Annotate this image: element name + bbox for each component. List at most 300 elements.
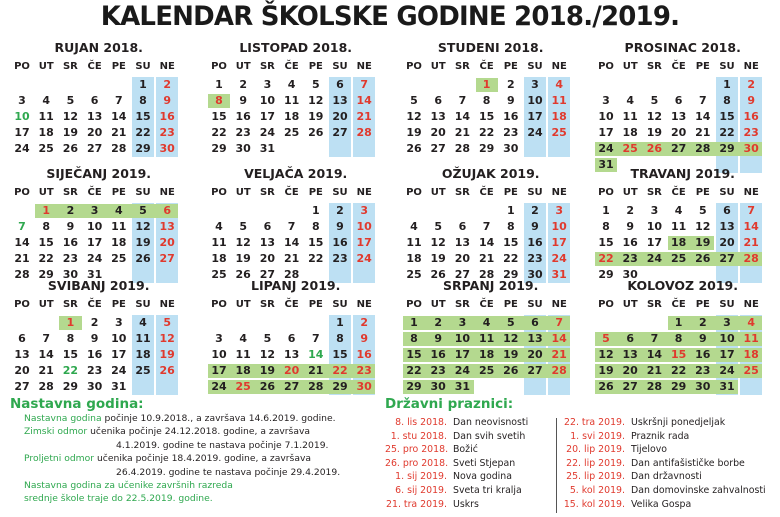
day-cell: 2 <box>434 316 443 329</box>
day-cell: 26 <box>430 268 446 281</box>
day-cell: 11 <box>478 332 495 345</box>
day-cell: 1 <box>410 316 418 329</box>
holiday-date: 1. stu 2018. <box>390 430 447 442</box>
day-cell: 26 <box>235 268 251 281</box>
day-cell: 23 <box>430 364 446 377</box>
month-name: SRPANJ 2019. <box>443 278 539 293</box>
weekday-header: PE <box>695 187 710 198</box>
day-cell: 3 <box>90 204 99 217</box>
day-cell: 10 <box>598 110 614 123</box>
day-cell: 30 <box>235 142 251 155</box>
holiday-name: Sveta tri kralja <box>453 484 522 496</box>
day-cell: 23 <box>332 252 348 265</box>
holiday-name: Dan domovinske zahvalnosti <box>631 484 766 496</box>
day-cell: 5 <box>410 94 418 107</box>
weekday-header: UT <box>622 187 638 198</box>
day-cell: 15 <box>332 348 348 361</box>
holiday-name: Uskrs <box>453 498 479 510</box>
day-cell: 30 <box>695 380 711 393</box>
day-cell: 15 <box>503 236 519 249</box>
day-cell: 1 <box>139 78 147 91</box>
weekday-header: ČE <box>671 61 686 72</box>
day-cell: 12 <box>646 110 663 123</box>
day-cell: 9 <box>698 332 707 345</box>
day-cell: 15 <box>670 348 687 361</box>
day-cell: 5 <box>139 204 147 217</box>
day-cell: 26 <box>695 252 711 265</box>
day-cell: 12 <box>308 94 324 107</box>
day-cell: 28 <box>478 268 495 281</box>
weekday-header: PE <box>503 187 518 198</box>
day-cell: 10 <box>356 220 372 233</box>
legend-text: počinje 10.9.2018., a završava 14.6.2019. godine. <box>101 413 336 424</box>
holiday-row <box>385 416 528 430</box>
holiday-name: Velika Gospa <box>631 498 692 510</box>
day-cell: 29 <box>38 268 54 281</box>
day-cell: 5 <box>602 332 610 345</box>
weekday-header: ČE <box>479 299 494 310</box>
day-cell: 9 <box>434 332 443 345</box>
legend-highlight: Zimski odmor <box>24 426 88 438</box>
day-cell: 25 <box>283 126 300 139</box>
day-cell: 12 <box>503 332 519 345</box>
day-cell: 2 <box>239 78 248 91</box>
day-cell: 5 <box>434 220 443 233</box>
day-cell: 28 <box>14 268 30 281</box>
day-cell: 20 <box>283 364 300 377</box>
holiday-date: 20. lip 2019. <box>566 444 625 456</box>
day-cell: 16 <box>695 348 711 361</box>
day-cell: 9 <box>360 332 369 345</box>
day-cell: 31 <box>719 380 735 393</box>
weekday-header: PO <box>598 187 614 198</box>
day-cell: 18 <box>478 348 495 361</box>
day-cell: 3 <box>723 316 731 329</box>
day-cell: 27 <box>14 380 30 393</box>
day-cell: 7 <box>360 78 369 91</box>
day-cell: 13 <box>14 348 30 361</box>
month-name: KOLOVOZ 2019. <box>627 278 738 293</box>
day-cell: 13 <box>719 220 735 233</box>
day-cell: 7 <box>287 220 296 233</box>
day-cell: 2 <box>698 316 707 329</box>
day-cell: 19 <box>159 348 175 361</box>
day-cell: 13 <box>430 110 446 123</box>
day-cell: 12 <box>235 236 251 249</box>
day-cell: 20 <box>622 364 638 377</box>
day-cell: 2 <box>747 78 756 91</box>
holiday-row <box>563 484 766 498</box>
day-cell: 11 <box>283 94 300 107</box>
holiday-date: 21. tra 2019. <box>386 498 447 510</box>
day-cell: 31 <box>454 380 471 393</box>
day-cell: 13 <box>283 348 300 361</box>
weekday-header: SU <box>135 187 151 198</box>
day-cell: 19 <box>259 364 276 377</box>
legend-line <box>24 479 360 492</box>
day-cell: 20 <box>430 126 446 139</box>
holidays-divider <box>556 418 557 513</box>
holiday-date: 25. lip 2019. <box>566 471 625 483</box>
day-cell: 1 <box>674 316 683 329</box>
day-cell: 11 <box>743 332 759 345</box>
weekday-header: SR <box>62 61 78 72</box>
day-cell: 7 <box>747 204 756 217</box>
day-cell: 20 <box>86 126 103 139</box>
holiday-name: Nova godina <box>453 471 512 483</box>
day-cell: 2 <box>90 316 99 329</box>
day-cell: 25 <box>38 142 54 155</box>
day-cell: 27 <box>622 380 638 393</box>
day-cell: 12 <box>598 348 614 361</box>
day-cell: 2 <box>626 204 635 217</box>
holiday-name: Dan antifašističke borbe <box>631 457 745 469</box>
day-cell: 19 <box>62 126 79 139</box>
day-cell: 1 <box>42 204 51 217</box>
day-cell: 30 <box>622 268 638 281</box>
day-cell: 25 <box>551 126 567 139</box>
day-cell: 14 <box>695 110 711 123</box>
day-cell: 11 <box>406 236 422 249</box>
day-cell: 14 <box>283 236 300 249</box>
day-cell: 26 <box>135 252 151 265</box>
day-cell: 27 <box>670 142 687 155</box>
day-cell: 30 <box>356 380 372 393</box>
day-cell: 8 <box>215 94 223 107</box>
holiday-date: 22. lip 2019. <box>566 457 625 469</box>
page-title: KALENDAR ŠKOLSKE GODINE 2018./2019. <box>100 1 680 33</box>
day-cell: 16 <box>527 236 543 249</box>
holidays-legend <box>385 396 780 510</box>
holiday-row <box>563 498 766 512</box>
day-cell: 15 <box>38 236 54 249</box>
weekday-header: NE <box>743 299 759 310</box>
weekday-header: ČE <box>87 61 102 72</box>
day-cell: 17 <box>111 348 127 361</box>
weekday-header: SU <box>527 299 543 310</box>
day-cell: 9 <box>336 220 344 233</box>
weekday-header: SU <box>527 187 543 198</box>
day-cell: 11 <box>235 348 251 361</box>
day-cell: 17 <box>14 126 30 139</box>
day-cell: 16 <box>159 110 175 123</box>
weekday-header: UT <box>235 61 251 72</box>
day-cell: 18 <box>111 236 127 249</box>
day-cell: 25 <box>478 364 495 377</box>
weekday-header: UT <box>430 61 446 72</box>
day-cell: 11 <box>111 220 127 233</box>
day-cell: 24 <box>259 126 276 139</box>
holiday-date: 1. sij 2019. <box>395 471 447 483</box>
day-cell: 14 <box>551 332 567 345</box>
day-cell: 24 <box>551 252 567 265</box>
day-cell: 14 <box>38 348 54 361</box>
school-year-legend <box>10 396 360 506</box>
day-cell: 19 <box>135 236 151 249</box>
holiday-row <box>385 470 528 484</box>
day-cell: 21 <box>478 252 495 265</box>
day-cell: 24 <box>646 252 663 265</box>
day-cell: 2 <box>66 204 75 217</box>
holiday-date: 8. lis 2018. <box>395 417 447 428</box>
day-cell: 4 <box>482 316 491 329</box>
day-cell: 9 <box>239 94 248 107</box>
day-cell: 10 <box>14 110 30 123</box>
day-cell: 29 <box>478 142 495 155</box>
holiday-row <box>563 470 766 484</box>
day-cell: 16 <box>356 348 372 361</box>
day-cell: 2 <box>336 204 344 217</box>
day-cell: 13 <box>259 236 276 249</box>
weekday-header: ČE <box>87 187 102 198</box>
day-cell: 20 <box>670 126 687 139</box>
weekday-header: PE <box>503 61 518 72</box>
day-cell: 19 <box>503 348 519 361</box>
day-cell: 15 <box>135 110 151 123</box>
day-cell: 14 <box>14 236 30 249</box>
day-cell: 30 <box>527 268 543 281</box>
weekday-header: UT <box>622 61 638 72</box>
day-cell: 21 <box>454 126 471 139</box>
day-cell: 29 <box>503 268 519 281</box>
weekday-header: PE <box>503 299 518 310</box>
day-cell: 23 <box>503 126 519 139</box>
day-cell: 16 <box>622 236 638 249</box>
weekday-header: ČE <box>284 61 299 72</box>
day-cell: 3 <box>360 204 369 217</box>
day-cell: 28 <box>551 364 567 377</box>
day-cell: 28 <box>646 380 663 393</box>
day-cell: 11 <box>670 220 687 233</box>
weekday-header: PO <box>598 299 614 310</box>
day-cell: 1 <box>723 78 731 91</box>
day-cell: 17 <box>551 236 567 249</box>
legend-text: 26.4.2019. godine te nastava počinje 29.4.2019. <box>116 466 341 478</box>
day-cell: 31 <box>598 158 614 171</box>
weekday-header: UT <box>235 299 251 310</box>
weekday-header: UT <box>430 187 446 198</box>
weekday-header: SU <box>719 61 735 72</box>
weekday-header: PE <box>111 299 126 310</box>
day-cell: 23 <box>235 126 251 139</box>
weekday-header: PE <box>695 61 710 72</box>
day-cell: 20 <box>454 252 471 265</box>
day-cell: 27 <box>454 268 471 281</box>
day-cell: 21 <box>695 126 711 139</box>
day-cell: 12 <box>135 220 151 233</box>
legend-line <box>24 425 360 438</box>
day-cell: 22 <box>62 364 79 377</box>
weekday-header: SR <box>454 61 470 72</box>
day-cell: 5 <box>506 316 515 329</box>
day-cell: 3 <box>215 332 223 345</box>
day-cell: 5 <box>650 94 659 107</box>
day-cell: 30 <box>86 380 103 393</box>
legend-text: 4.1.2019. godine te nastava počinje 7.1.2019. <box>116 439 329 451</box>
weekday-header: UT <box>38 61 54 72</box>
day-cell: 13 <box>86 110 103 123</box>
weekday-header: SU <box>332 299 348 310</box>
day-cell: 1 <box>602 204 610 217</box>
weekday-header: NE <box>159 299 175 310</box>
day-cell: 1 <box>482 78 491 91</box>
day-cell: 20 <box>159 236 175 249</box>
day-cell: 20 <box>259 252 276 265</box>
day-cell: 25 <box>111 252 127 265</box>
day-cell: 24 <box>211 380 227 393</box>
day-cell: 20 <box>332 110 348 123</box>
month-name: LISTOPAD 2018. <box>239 40 353 55</box>
holiday-date: 5. kol 2019. <box>569 484 625 496</box>
day-cell: 9 <box>66 220 75 233</box>
day-cell: 1 <box>336 316 344 329</box>
day-cell: 15 <box>598 236 614 249</box>
day-cell: 9 <box>747 94 756 107</box>
day-cell: 19 <box>308 110 324 123</box>
day-cell: 11 <box>38 110 54 123</box>
day-cell: 17 <box>86 236 103 249</box>
day-cell: 4 <box>239 332 248 345</box>
day-cell: 22 <box>503 252 519 265</box>
day-cell: 10 <box>646 220 663 233</box>
weekday-header: ČE <box>479 187 494 198</box>
day-cell: 13 <box>527 332 543 345</box>
day-cell: 8 <box>336 332 344 345</box>
day-cell: 14 <box>646 348 663 361</box>
day-cell: 21 <box>551 348 567 361</box>
day-cell: 16 <box>503 110 519 123</box>
day-cell: 21 <box>283 252 300 265</box>
weekday-header: SU <box>527 61 543 72</box>
day-cell: 13 <box>622 348 638 361</box>
day-cell: 29 <box>211 142 227 155</box>
day-cell: 8 <box>311 220 320 233</box>
day-cell: 18 <box>551 110 567 123</box>
day-cell: 19 <box>430 252 446 265</box>
holidays-title: Državni praznici: <box>385 396 514 412</box>
day-cell: 31 <box>551 268 567 281</box>
day-cell: 4 <box>410 220 418 233</box>
day-cell: 23 <box>743 126 759 139</box>
day-cell: 14 <box>478 236 495 249</box>
legend-highlight: Proljetni odmor <box>24 453 95 465</box>
day-cell: 16 <box>235 110 251 123</box>
day-cell: 18 <box>743 348 759 361</box>
day-cell: 18 <box>670 236 687 249</box>
day-cell: 5 <box>163 316 172 329</box>
day-cell: 28 <box>356 126 372 139</box>
month-name: STUDENI 2018. <box>437 40 544 55</box>
day-cell: 9 <box>163 94 172 107</box>
holiday-row <box>563 430 766 444</box>
day-cell: 12 <box>406 110 422 123</box>
holiday-name: Dan neovisnosti <box>453 417 529 428</box>
day-cell: 12 <box>259 348 276 361</box>
day-cell: 16 <box>62 236 79 249</box>
day-cell: 6 <box>163 204 172 217</box>
day-cell: 4 <box>215 220 223 233</box>
month-name: LIPANJ 2019. <box>251 278 341 293</box>
legend-line <box>24 439 360 452</box>
day-cell: 20 <box>719 236 735 249</box>
day-cell: 24 <box>454 364 471 377</box>
weekday-header: SR <box>646 61 662 72</box>
holiday-date: 25. pro 2018. <box>385 444 449 456</box>
day-cell: 6 <box>723 204 731 217</box>
day-cell: 8 <box>139 94 147 107</box>
day-cell: 31 <box>259 142 276 155</box>
weekday-header: SR <box>62 187 78 198</box>
weekday-header: PE <box>695 299 710 310</box>
weekday-header: NE <box>551 61 567 72</box>
day-cell: 19 <box>235 252 251 265</box>
weekday-header: PO <box>14 61 30 72</box>
day-cell: 24 <box>86 252 103 265</box>
day-cell: 6 <box>18 332 26 345</box>
day-cell: 29 <box>406 380 422 393</box>
day-cell: 5 <box>239 220 248 233</box>
legend-line <box>24 466 360 479</box>
weekday-header: ČE <box>284 299 299 310</box>
day-cell: 18 <box>235 364 251 377</box>
day-cell: 28 <box>695 142 711 155</box>
weekday-header: PE <box>308 61 323 72</box>
day-cell: 8 <box>66 332 75 345</box>
weekday-header: ČE <box>671 187 686 198</box>
day-cell: 23 <box>622 252 638 265</box>
day-cell: 20 <box>14 364 30 377</box>
day-cell: 19 <box>406 126 422 139</box>
weekday-header: UT <box>38 299 54 310</box>
weekday-header: UT <box>235 187 251 198</box>
day-cell: 1 <box>215 78 223 91</box>
day-cell: 27 <box>159 252 175 265</box>
day-cell: 4 <box>674 204 683 217</box>
day-cell: 19 <box>598 364 614 377</box>
weekday-header: ČE <box>671 299 686 310</box>
holiday-row <box>563 457 766 471</box>
day-cell: 15 <box>719 110 735 123</box>
legend-highlight: Nastavna godina za učenike završnih razreda <box>24 480 233 492</box>
day-cell: 7 <box>311 332 320 345</box>
weekday-header: SU <box>135 61 151 72</box>
day-cell: 8 <box>42 220 51 233</box>
day-cell: 26 <box>259 380 276 393</box>
day-cell: 30 <box>159 142 175 155</box>
day-cell: 3 <box>458 316 467 329</box>
day-cell: 3 <box>602 94 610 107</box>
holiday-name: Praznik rada <box>631 430 690 442</box>
day-cell: 2 <box>360 316 369 329</box>
month-name: TRAVANJ 2019. <box>630 166 735 181</box>
legend-highlight: srednje škole traje do 22.5.2019. godine. <box>24 493 213 505</box>
holiday-row <box>385 484 528 498</box>
day-cell: 9 <box>626 220 635 233</box>
day-cell: 4 <box>287 78 296 91</box>
day-cell: 22 <box>719 126 735 139</box>
day-cell: 25 <box>235 380 251 393</box>
day-cell: 14 <box>743 220 759 233</box>
day-cell: 22 <box>670 364 687 377</box>
day-cell: 10 <box>259 94 276 107</box>
day-cell: 6 <box>434 94 443 107</box>
holiday-row <box>385 430 528 444</box>
day-cell: 30 <box>430 380 446 393</box>
day-cell: 19 <box>695 236 711 249</box>
day-cell: 23 <box>62 252 79 265</box>
weekday-header: SR <box>454 299 470 310</box>
day-cell: 6 <box>458 220 467 233</box>
